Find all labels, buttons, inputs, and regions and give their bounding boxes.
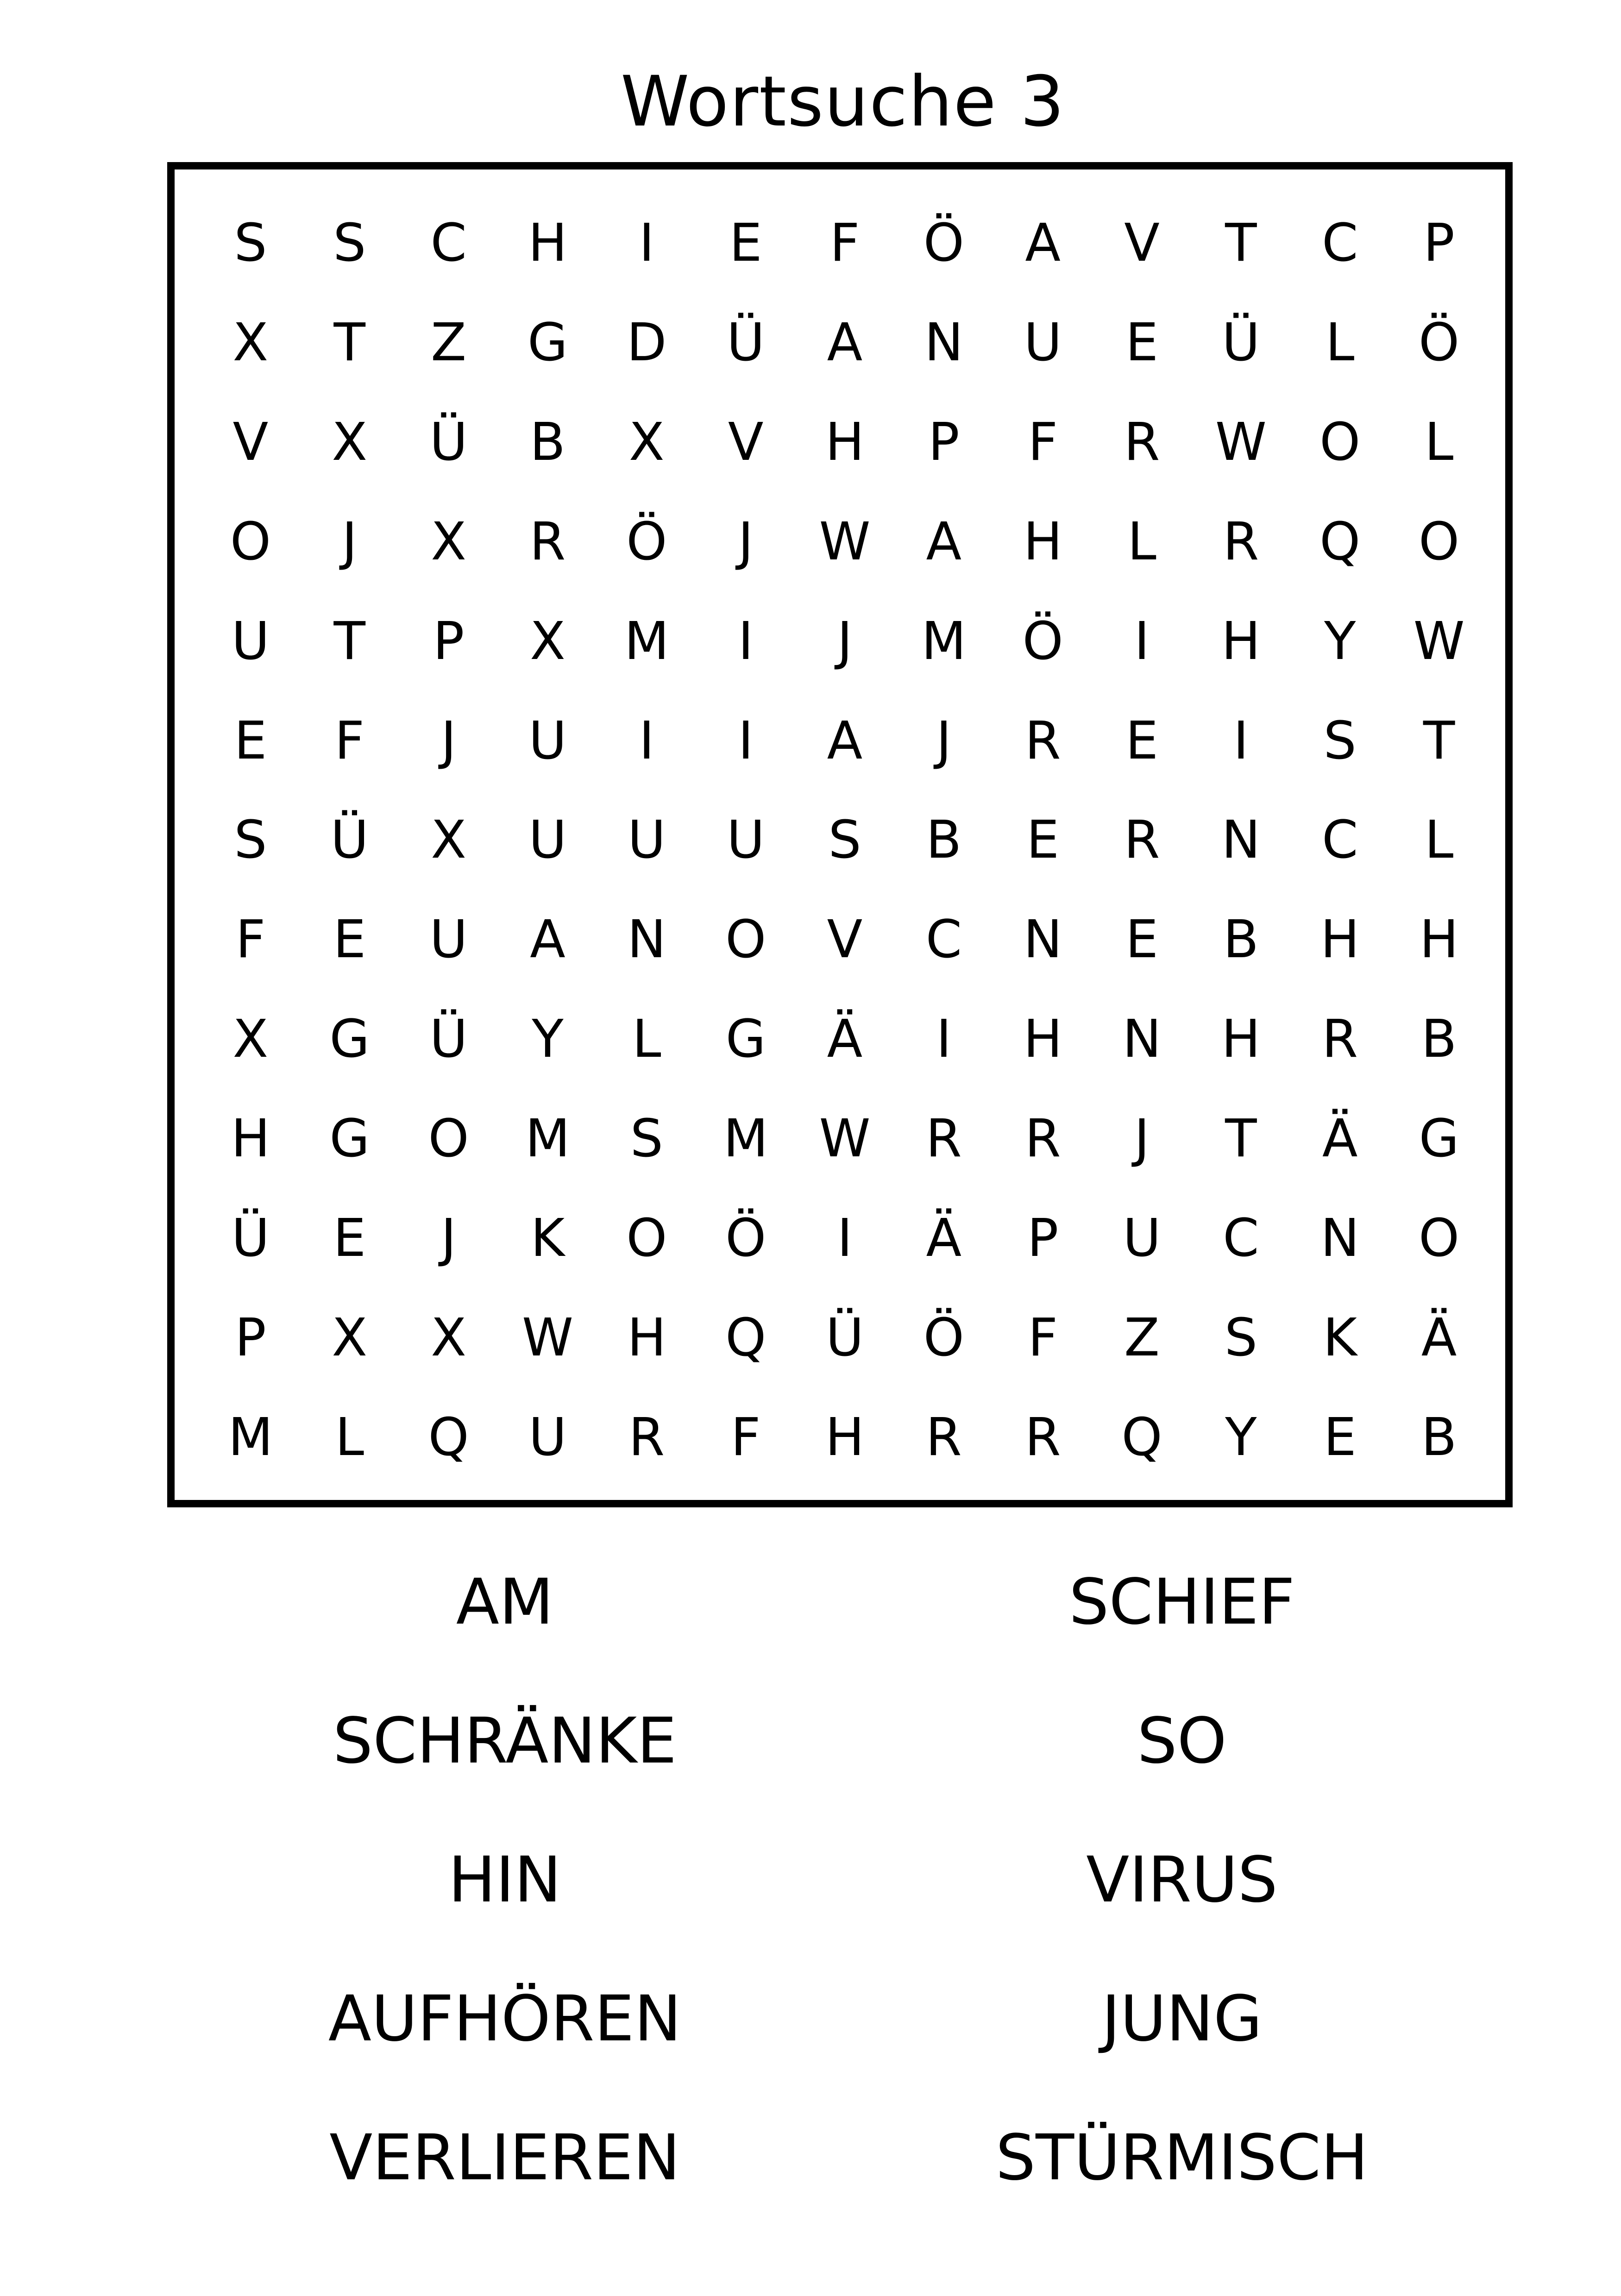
grid-cell: H	[231, 1109, 270, 1169]
grid-cell: H	[1320, 910, 1360, 970]
grid-cell: F	[1028, 1307, 1058, 1368]
grid-cell: F	[730, 1407, 761, 1468]
grid-cell: K	[530, 1208, 565, 1268]
grid-cell: H	[1023, 511, 1062, 572]
grid-cell: I	[1134, 611, 1150, 671]
word-list-item: SCHIEF	[1069, 1566, 1295, 1639]
grid-cell: R	[925, 1407, 962, 1468]
word-list-item: AUFHÖREN	[328, 1982, 682, 2056]
grid-cell: A	[926, 511, 962, 572]
grid-cell: B	[1223, 910, 1259, 970]
grid-cell: J	[738, 511, 754, 572]
grid-cell: X	[431, 810, 466, 871]
grid-cell: L	[335, 1407, 364, 1468]
grid-cell: U	[1024, 313, 1062, 373]
word-list-item: STÜRMISCH	[995, 2121, 1369, 2195]
grid-cell: Ö	[725, 1208, 767, 1268]
grid-cell: R	[1124, 412, 1160, 473]
grid-cell: E	[1026, 810, 1060, 871]
grid-cell: U	[528, 1407, 567, 1468]
grid-cell: R	[925, 1109, 962, 1169]
grid-cell: V	[728, 412, 764, 473]
grid-cell: X	[232, 1009, 269, 1070]
grid-cell: Ö	[1022, 611, 1063, 671]
grid-cell: H	[1023, 1009, 1062, 1070]
grid-cell: E	[234, 710, 267, 771]
grid-cell: Q	[725, 1307, 767, 1368]
grid-cell: Ö	[626, 511, 667, 572]
grid-cell: U	[628, 810, 666, 871]
grid-cell: M	[228, 1407, 273, 1468]
grid-cell: P	[1423, 213, 1455, 274]
grid-cell: N	[1122, 1009, 1162, 1070]
grid-cell: Ö	[923, 1307, 964, 1368]
grid-cell: J	[342, 511, 358, 572]
grid-cell: V	[232, 412, 269, 473]
word-list-item: HIN	[448, 1844, 562, 1917]
grid-cell: U	[727, 810, 765, 871]
grid-cell: P	[928, 412, 960, 473]
grid-cell: G	[329, 1109, 370, 1169]
grid-cell: B	[1421, 1009, 1457, 1070]
grid-cell: R	[628, 1407, 665, 1468]
page-title: Wortsuche 3	[621, 62, 1065, 142]
grid-cell: Ü	[727, 313, 765, 373]
grid-cell: Ö	[1418, 313, 1460, 373]
grid-cell: G	[725, 1009, 766, 1070]
grid-cell: Ä	[926, 1208, 962, 1268]
grid-cell: T	[333, 611, 365, 671]
grid-cell: X	[232, 313, 269, 373]
grid-cell: R	[1322, 1009, 1358, 1070]
grid-cell: B	[1421, 1407, 1457, 1468]
grid-cell: A	[530, 910, 565, 970]
word-list-item: AM	[456, 1566, 554, 1639]
grid-cell: X	[628, 412, 665, 473]
grid-cell: Ü	[231, 1208, 270, 1268]
grid-cell: Ü	[826, 1307, 864, 1368]
grid-cell: H	[627, 1307, 666, 1368]
grid-cell: U	[231, 611, 270, 671]
grid-cell: A	[827, 710, 863, 771]
grid-cell: R	[1024, 1407, 1061, 1468]
grid-cell: T	[1225, 1109, 1257, 1169]
grid-cell: P	[1027, 1208, 1059, 1268]
grid-cell: P	[235, 1307, 266, 1368]
grid-cell: T	[333, 313, 365, 373]
grid-cell: J	[441, 1208, 457, 1268]
grid-cell: Y	[532, 1009, 564, 1070]
grid-cell: G	[1419, 1109, 1459, 1169]
grid-cell: Ä	[1322, 1109, 1358, 1169]
grid-cell: O	[725, 910, 767, 970]
grid-cell: W	[1215, 412, 1267, 473]
grid-cell: C	[1223, 1208, 1259, 1268]
grid-cell: L	[1127, 511, 1156, 572]
grid-cell: R	[1223, 511, 1259, 572]
word-list	[0, 1561, 1621, 2255]
word-list-item: JUNG	[1101, 1982, 1263, 2056]
grid-cell: U	[1123, 1208, 1161, 1268]
grid-cell: E	[1323, 1407, 1357, 1468]
grid-cell: G	[329, 1009, 370, 1070]
grid-cell: E	[333, 1208, 366, 1268]
grid-cell: D	[627, 313, 667, 373]
grid-cell: I	[738, 710, 754, 771]
grid-cell: I	[837, 1208, 853, 1268]
grid-cell: U	[528, 810, 567, 871]
grid-cell: G	[528, 313, 568, 373]
grid-cell: W	[1413, 611, 1465, 671]
grid-cell: M	[723, 1109, 768, 1169]
grid-cell: Z	[431, 313, 466, 373]
grid-cell: S	[333, 213, 366, 274]
grid-cell: W	[522, 1307, 573, 1368]
grid-cell: U	[429, 910, 468, 970]
grid-cell: Ö	[923, 213, 964, 274]
grid-cell: S	[1224, 1307, 1257, 1368]
grid-cell: Q	[1319, 511, 1361, 572]
grid-cell: Q	[428, 1407, 469, 1468]
grid-cell: X	[530, 611, 565, 671]
grid-cell: I	[936, 1009, 952, 1070]
grid-cell: Ü	[330, 810, 369, 871]
grid-cell: L	[1326, 313, 1355, 373]
grid-cell: B	[926, 810, 962, 871]
grid-cell: Ü	[429, 1009, 468, 1070]
grid-cell: O	[626, 1208, 667, 1268]
grid-cell: O	[1418, 1208, 1460, 1268]
grid-cell: F	[334, 710, 364, 771]
grid-cell: Y	[1225, 1407, 1257, 1468]
grid-cell: C	[1322, 213, 1358, 274]
grid-cell: E	[1125, 710, 1158, 771]
grid-cell: L	[632, 1009, 661, 1070]
grid-cell: U	[528, 710, 567, 771]
grid-cell: V	[827, 910, 863, 970]
grid-cell: O	[1418, 511, 1460, 572]
grid-cell: M	[624, 611, 669, 671]
grid-cell: X	[431, 511, 466, 572]
word-search-grid-frame	[167, 162, 1513, 1507]
grid-cell: L	[1424, 412, 1454, 473]
grid-cell: H	[1419, 910, 1459, 970]
grid-cell: E	[1125, 313, 1158, 373]
grid-cell: I	[1233, 710, 1249, 771]
grid-cell: B	[530, 412, 565, 473]
grid-cell: R	[1024, 710, 1061, 771]
grid-cell: H	[825, 412, 865, 473]
grid-cell: J	[441, 710, 457, 771]
grid-cell: H	[528, 213, 567, 274]
grid-cell: Ä	[1421, 1307, 1457, 1368]
grid-cell: Ü	[1222, 313, 1260, 373]
grid-cell: A	[1025, 213, 1061, 274]
grid-cell: X	[431, 1307, 466, 1368]
grid-cell: C	[1322, 810, 1358, 871]
grid-cell: T	[1225, 213, 1257, 274]
grid-cell: Y	[1324, 611, 1356, 671]
grid-cell: E	[1125, 910, 1158, 970]
grid-cell: E	[333, 910, 366, 970]
grid-cell: H	[825, 1407, 865, 1468]
grid-cell: S	[234, 810, 267, 871]
grid-cell: Q	[1121, 1407, 1162, 1468]
grid-cell: S	[630, 1109, 663, 1169]
grid-cell: W	[819, 1109, 871, 1169]
grid-cell: K	[1323, 1307, 1357, 1368]
grid-cell: O	[428, 1109, 469, 1169]
word-list-item: VIRUS	[1086, 1844, 1278, 1917]
grid-cell: N	[1320, 1208, 1360, 1268]
grid-cell: L	[1424, 810, 1454, 871]
word-search-grid	[201, 194, 1489, 1487]
grid-cell: Z	[1124, 1307, 1160, 1368]
grid-cell: O	[230, 511, 271, 572]
grid-cell: F	[829, 213, 860, 274]
grid-cell: O	[1319, 412, 1361, 473]
grid-cell: I	[639, 213, 654, 274]
grid-cell: I	[738, 611, 754, 671]
grid-cell: S	[234, 213, 267, 274]
grid-cell: N	[924, 313, 963, 373]
grid-cell: W	[819, 511, 871, 572]
word-list-item: VERLIEREN	[329, 2121, 680, 2195]
grid-cell: H	[1221, 1009, 1261, 1070]
word-list-item: SCHRÄNKE	[333, 1705, 677, 1778]
grid-cell: E	[729, 213, 762, 274]
grid-cell: X	[332, 412, 368, 473]
word-list-item: SO	[1137, 1705, 1227, 1778]
grid-cell: R	[1024, 1109, 1061, 1169]
grid-cell: M	[525, 1109, 570, 1169]
grid-cell: P	[433, 611, 465, 671]
grid-cell: V	[1124, 213, 1160, 274]
grid-cell: T	[1423, 710, 1455, 771]
grid-cell: N	[1221, 810, 1261, 871]
grid-cell: Ü	[429, 412, 468, 473]
grid-cell: F	[1028, 412, 1058, 473]
grid-cell: J	[936, 710, 952, 771]
grid-cell: I	[639, 710, 654, 771]
grid-cell: J	[1134, 1109, 1150, 1169]
grid-cell: R	[1124, 810, 1160, 871]
grid-cell: H	[1221, 611, 1261, 671]
grid-cell: N	[1023, 910, 1062, 970]
grid-cell: R	[529, 511, 566, 572]
grid-cell: Ä	[827, 1009, 863, 1070]
grid-cell: S	[1323, 710, 1357, 771]
grid-cell: J	[837, 611, 853, 671]
grid-cell: F	[235, 910, 266, 970]
grid-cell: C	[430, 213, 467, 274]
grid-cell: S	[828, 810, 861, 871]
grid-cell: N	[627, 910, 666, 970]
grid-cell: C	[925, 910, 962, 970]
grid-cell: X	[332, 1307, 368, 1368]
grid-cell: M	[921, 611, 967, 671]
grid-cell: A	[827, 313, 863, 373]
